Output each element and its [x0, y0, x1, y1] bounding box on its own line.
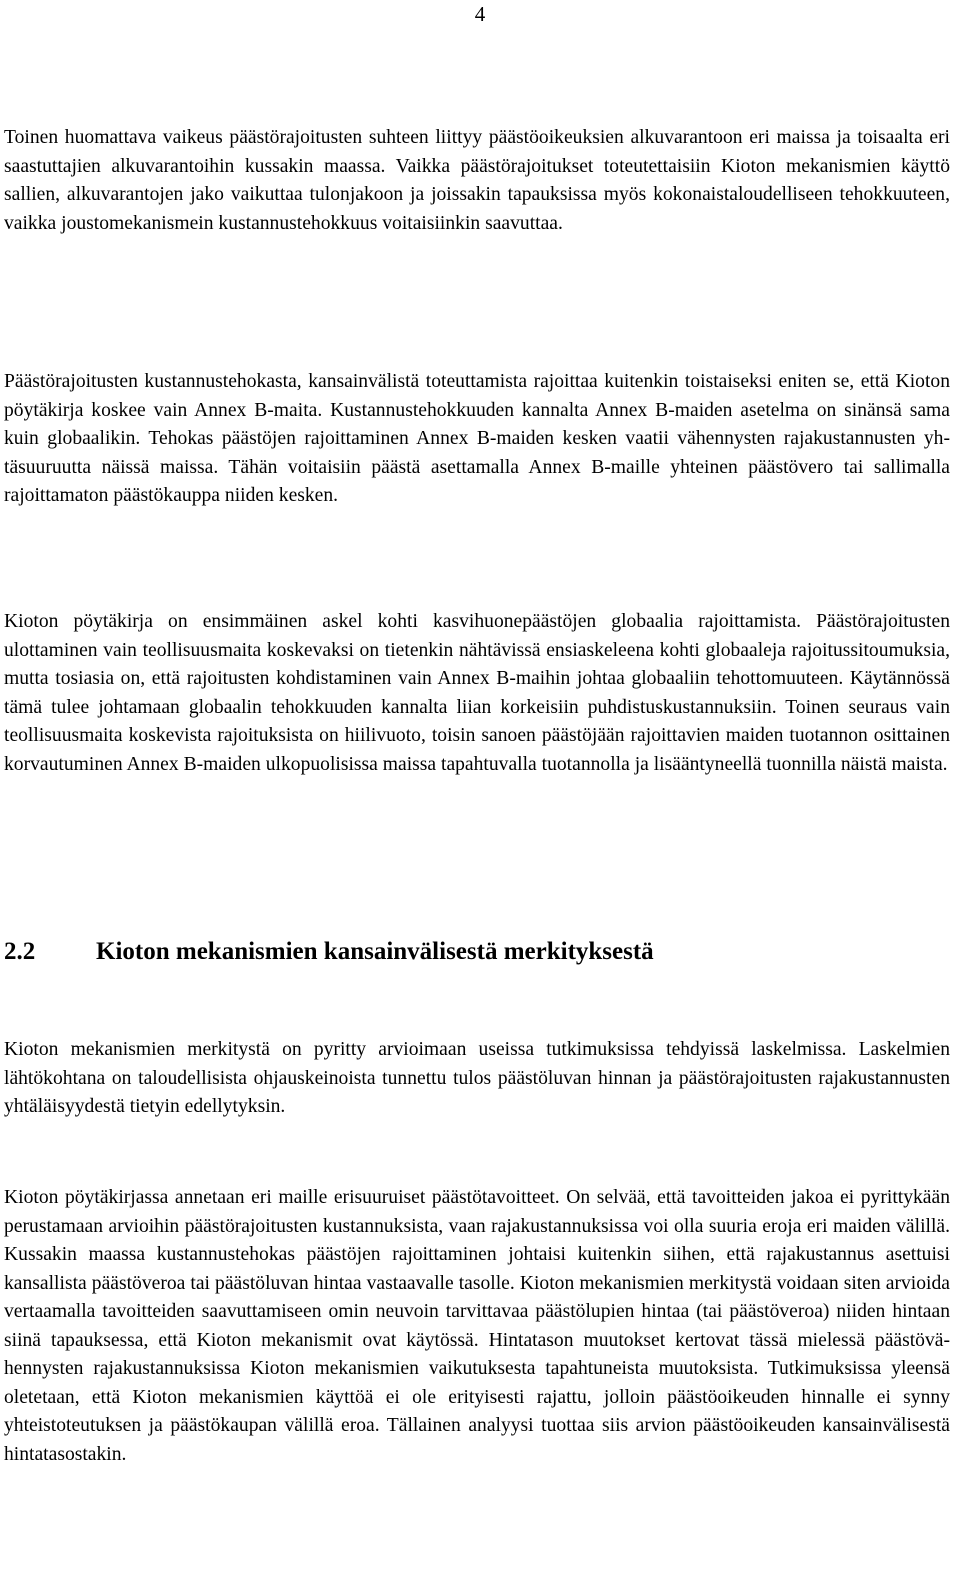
paragraph-global-efficiency [4, 608, 950, 779]
paragraph-annex-b [4, 368, 950, 511]
page-number: 4 [474, 2, 486, 26]
paragraph-text: Kioton pöytäkirja on ensimmäinen askel kohti kasvihuonepäästöjen globaalia rajoittamista. Päästörajoitusten ulottaminen vain teollisuusmaita koskevaksi on tietenkin nähtävissä ensiaskeleena kohti globaaleja rajoitussitoumuksia, mutta tosiasia on, että rajoitusten kohdistaminen vain Annex B-maihin johtaa globaaliin tehottomuuteen. Käytännössä tämä tulee johtamaan globaalin tehokkuuden kannalta liian korkeisiin puhdistuskustannuksiin. Toinen seuraus vain teollisuusmaita koskevista rajoituksista on hiilivuoto, toisin sanoen päästöjään rajoittavien maiden tuotannon osittainen korvautuminen Annex B-maiden ulkopuolisissa maissa tapahtuvalla tuotannolla ja lisääntyneellä tuonnilla näistä maista. [4, 611, 950, 775]
paragraph-emission-targets [4, 1184, 950, 1469]
paragraph-text: Kioton mekanismien merkitystä on pyritty arvioimaan useissa tutkimuksissa tehdyissä laskelmissa. Laskelmien lähtökohtana on taloudellisista ohjauskeinoista tunnettu tulos päästöluvan hinnan ja päästörajoitusten rajakustannusten yhtäläisyydestä tietyin edellytyksin. [4, 1039, 950, 1117]
paragraph-text: Päästörajoitusten kustannustehokasta, kansainvälistä toteuttamista rajoittaa kuitenkin toistaiseksi eniten se, että Kioton pöytäkirja koskee vain Annex B-maita. Kustannustehokkuuden kannalta Annex B-maiden asetelma on sinänsä sama kuin globaalikin. Tehokas päästöjen rajoittaminen Annex B-maiden kesken vaatii vähennysten rajakustannusten yhtäsuuruutta näissä maissa. Tähän voitaisiin päästä asettamalla Annex B-maille yhteinen päästövero tai sallimalla rajoittamaton päästökauppa niiden kesken. [4, 371, 950, 506]
paragraph-initial-allocation [4, 124, 950, 238]
paragraph-text: Kioton pöytäkirjassa annetaan eri maille erisuuruiset päästötavoitteet. On selvää, että tavoitteiden jakoa ei pyrittykään perustamaan arvioihin päästörajoitusten kustannuksista, vaan rajakustannuksissa voi olla suuria eroja eri maiden välillä. Kussakin maassa kustannustehokas päästöjen rajoittaminen johtaisi kuitenkin siihen, että rajakustannus asettuisi kansallista päästöveroa tai päästöluvan hintaa vastaavalle tasolle. Kioton mekanismien merkitystä voidaan siten arvioida vertaamalla tavoitteiden saavuttamiseen omin neuvoin tarvittavaa päästölupien hintaa (tai päästöveroa) niiden hintaan siinä tapauksessa, että Kioton mekanismit ovat käytössä. Hintatason muutokset kertovat tässä mielessä päästövähennysten rajakustannuksissa Kioton mekanismien vaikutuksesta tapahtuneista muutoksista. Tutkimuksissa yleensä oletetaan, että Kioton mekanismien käyttöä ei ole erityisesti rajattu, jolloin päästöoikeuden hinnalle ei synny yhteistoteutuksen ja päästökaupan välillä eroa. Tällainen analyysi tuottaa siis arvion päästöoikeuden kansainvälisestä hintatasostakin. [4, 1187, 950, 1465]
paragraph-mechanism-assessment [4, 1036, 950, 1122]
section-title: Kioton mekanismien kansainvälisestä merkityksestä [96, 938, 654, 965]
section-heading [4, 936, 950, 968]
paragraph-text: Toinen huomattava vaikeus päästörajoitusten suhteen liittyy päästöoikeuksien alkuvarantoon eri maissa ja toisaalta eri saastuttajien alkuvarantoihin kussakin maassa. Vaikka päästörajoitukset toteutettaisiin Kioton mekanismien käyttö sallien, alkuvarantojen jako vaikuttaa tulonjakoon ja joissakin tapauksissa myös kokonaistaloudelliseen tehokkuuteen, vaikka joustomekanismein kustannustehokkuus voitaisiinkin saavuttaa. [4, 127, 950, 234]
section-number: 2.2 [4, 938, 36, 965]
